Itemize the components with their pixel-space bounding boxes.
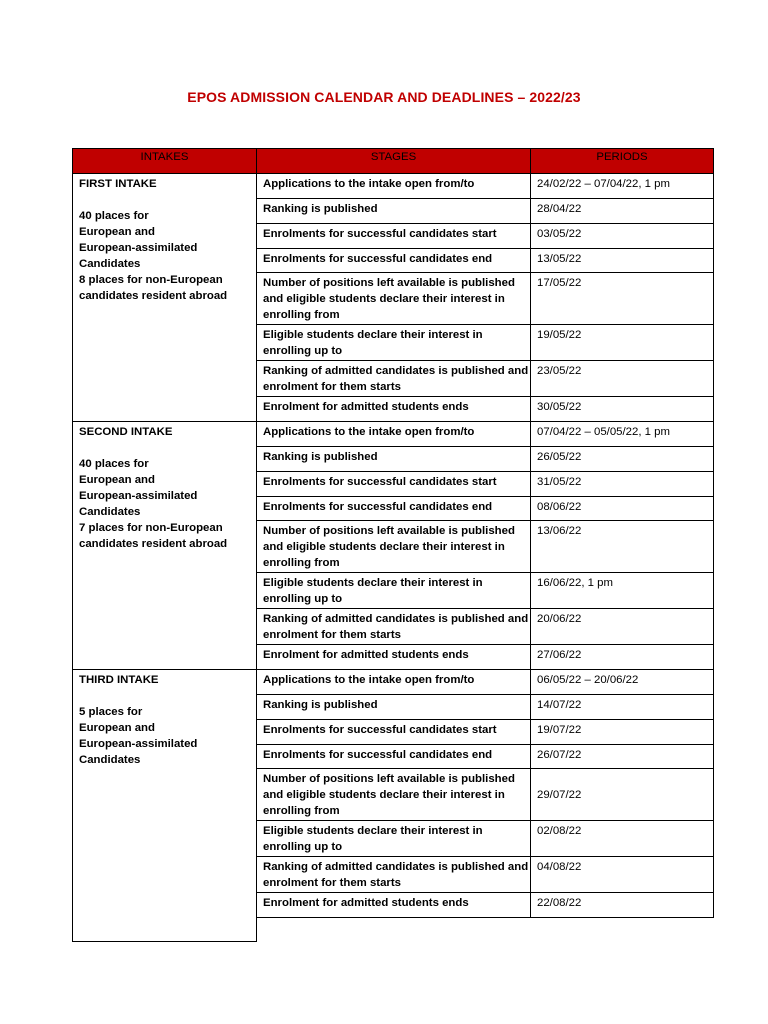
period-cell: 13/06/22 (531, 521, 714, 573)
intake-places-line: European-assimilated (79, 490, 198, 502)
page-title: EPOS ADMISSION CALENDAR AND DEADLINES – 2022/23 (187, 89, 581, 105)
intake-places-line: European and (79, 474, 155, 486)
intake-cell (73, 670, 257, 942)
header-intakes: INTAKES (73, 149, 257, 174)
stage-cell: Number of positions left available is published and eligible students declare their interest in enrolling from (257, 769, 531, 821)
stage-cell: Number of positions left available is published and eligible students declare their interest in enrolling from (257, 273, 531, 325)
stage-cell: Enrolment for admitted students ends (257, 893, 531, 918)
intake-cell (73, 422, 257, 670)
period-cell: 31/05/22 (531, 472, 714, 497)
stage-cell: Enrolment for admitted students ends (257, 645, 531, 670)
period-cell: 07/04/22 – 05/05/22, 1 pm (531, 422, 714, 447)
period-cell: 17/05/22 (531, 273, 714, 325)
intake-places-line: 7 places for non-European (79, 522, 223, 534)
stage-cell: Eligible students declare their interest in enrolling up to (257, 573, 531, 609)
stage-cell: Ranking of admitted candidates is published and enrolment for them starts (257, 857, 531, 893)
header-stages: STAGES (257, 149, 531, 174)
intake-name: SECOND INTAKE (79, 426, 173, 438)
period-cell: 26/07/22 (531, 745, 714, 769)
period-cell: 08/06/22 (531, 497, 714, 521)
table-row (73, 174, 714, 199)
intake-places-line: Candidates (79, 506, 141, 518)
table-row (73, 422, 714, 447)
period-cell: 22/08/22 (531, 893, 714, 918)
stage-cell: Eligible students declare their interest in enrolling up to (257, 821, 531, 857)
intake-places-line: European-assimilated (79, 242, 198, 254)
period-cell: 03/05/22 (531, 224, 714, 249)
intake-places-line: Candidates (79, 258, 141, 270)
stage-cell: Ranking of admitted candidates is published and enrolment for them starts (257, 609, 531, 645)
header-periods: PERIODS (531, 149, 714, 174)
period-cell: 20/06/22 (531, 609, 714, 645)
stage-cell: Ranking is published (257, 447, 531, 472)
stage-cell: Enrolment for admitted students ends (257, 397, 531, 422)
period-cell: 14/07/22 (531, 695, 714, 720)
intake-places-line: European and (79, 722, 155, 734)
intake-name: FIRST INTAKE (79, 178, 157, 190)
stage-cell: Enrolments for successful candidates start (257, 472, 531, 497)
table-header-row (73, 149, 714, 174)
stage-cell: Eligible students declare their interest in enrolling up to (257, 325, 531, 361)
empty-space (257, 918, 714, 942)
intake-places-line: candidates resident abroad (79, 290, 228, 302)
period-cell: 26/05/22 (531, 447, 714, 472)
stage-cell: Enrolments for successful candidates start (257, 224, 531, 249)
stage-cell: Enrolments for successful candidates end (257, 249, 531, 273)
intake-places-line: European and (79, 226, 155, 238)
period-cell: 13/05/22 (531, 249, 714, 273)
stage-cell: Applications to the intake open from/to (257, 670, 531, 695)
intake-cell (73, 174, 257, 422)
intake-places-line: European-assimilated (79, 738, 198, 750)
period-cell: 19/05/22 (531, 325, 714, 361)
intake-name: THIRD INTAKE (79, 674, 159, 686)
stage-cell: Enrolments for successful candidates end (257, 745, 531, 769)
period-cell: 02/08/22 (531, 821, 714, 857)
stage-cell: Ranking is published (257, 695, 531, 720)
period-cell: 23/05/22 (531, 361, 714, 397)
stage-cell: Enrolments for successful candidates start (257, 720, 531, 745)
intake-places-line: 40 places for (79, 210, 149, 222)
admission-calendar-table (72, 148, 714, 942)
stage-cell: Applications to the intake open from/to (257, 174, 531, 199)
period-cell: 30/05/22 (531, 397, 714, 422)
period-cell: 16/06/22, 1 pm (531, 573, 714, 609)
intake-places-line: 40 places for (79, 458, 149, 470)
period-cell: 04/08/22 (531, 857, 714, 893)
table-row (73, 670, 714, 695)
stage-cell: Enrolments for successful candidates end (257, 497, 531, 521)
intake-places-line: 5 places for (79, 706, 143, 718)
stage-cell: Applications to the intake open from/to (257, 422, 531, 447)
intake-places-line: 8 places for non-European (79, 274, 223, 286)
intake-places-line: candidates resident abroad (79, 538, 228, 550)
intake-places-line: Candidates (79, 754, 141, 766)
period-cell: 19/07/22 (531, 720, 714, 745)
period-cell: 29/07/22 (531, 769, 714, 821)
stage-cell: Ranking of admitted candidates is published and enrolment for them starts (257, 361, 531, 397)
period-cell: 06/05/22 – 20/06/22 (531, 670, 714, 695)
stage-cell: Ranking is published (257, 199, 531, 224)
period-cell: 24/02/22 – 07/04/22, 1 pm (531, 174, 714, 199)
period-cell: 27/06/22 (531, 645, 714, 670)
stage-cell: Number of positions left available is published and eligible students declare their interest in enrolling from (257, 521, 531, 573)
period-cell: 28/04/22 (531, 199, 714, 224)
